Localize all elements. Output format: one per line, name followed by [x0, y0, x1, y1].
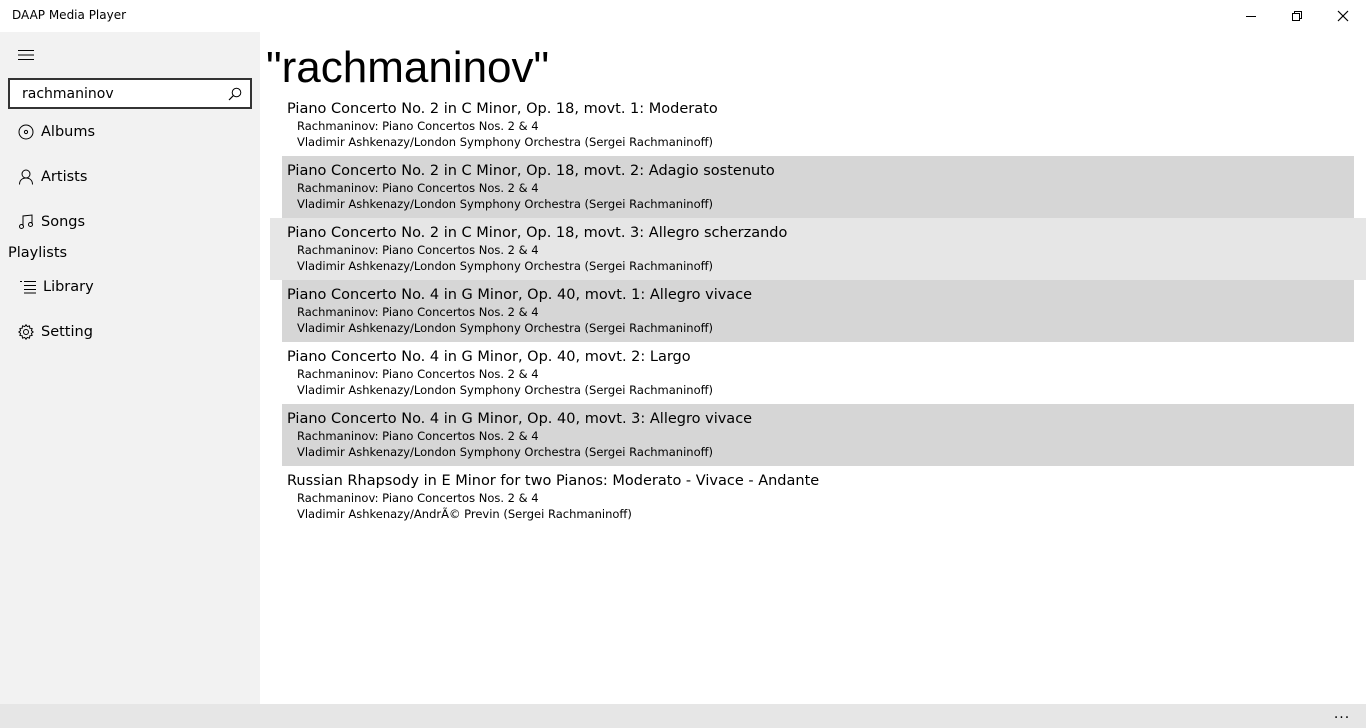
song-album: Rachmaninov: Piano Concertos Nos. 2 & 4 — [297, 305, 539, 319]
playlist-icon — [19, 278, 37, 296]
page-title: "rachmaninov" — [266, 43, 550, 92]
title-bar — [0, 0, 1366, 32]
gear-icon — [17, 323, 35, 341]
restore-button[interactable] — [1274, 0, 1320, 32]
nav-label-setting: Setting — [41, 324, 93, 340]
more-options-button[interactable]: ... — [1333, 706, 1351, 722]
song-row[interactable] — [282, 156, 1354, 218]
search-box — [8, 78, 252, 109]
nav-label-albums: Albums — [41, 124, 96, 140]
song-album: Rachmaninov: Piano Concertos Nos. 2 & 4 — [297, 119, 539, 133]
song-title: Piano Concerto No. 4 in G Minor, Op. 40, movt. 3: Allegro vivace — [287, 411, 753, 427]
song-album: Rachmaninov: Piano Concertos Nos. 2 & 4 — [297, 181, 539, 195]
main-content — [260, 32, 1366, 704]
song-artist: Vladimir Ashkenazy/AndrÃ© Previn (Sergei Rachmaninoff) — [297, 507, 632, 521]
song-title: Piano Concerto No. 2 in C Minor, Op. 18, movt. 2: Adagio sostenuto — [287, 163, 775, 179]
song-album: Rachmaninov: Piano Concertos Nos. 2 & 4 — [297, 429, 539, 443]
minimize-icon — [1245, 10, 1257, 22]
song-row[interactable] — [282, 280, 1354, 342]
disc-icon — [17, 123, 35, 141]
person-icon — [17, 168, 35, 186]
navigation-pane — [0, 32, 260, 704]
song-row[interactable] — [282, 94, 1354, 156]
song-list — [282, 94, 1354, 528]
nav-label-artists: Artists — [41, 169, 88, 185]
nav-label-library: Library — [43, 279, 94, 295]
song-title: Piano Concerto No. 2 in C Minor, Op. 18, movt. 3: Allegro scherzando — [287, 225, 788, 241]
song-row[interactable] — [270, 218, 1366, 280]
song-artist: Vladimir Ashkenazy/London Symphony Orchestra (Sergei Rachmaninoff) — [297, 197, 714, 211]
search-icon — [228, 87, 242, 101]
command-bar — [0, 704, 1366, 728]
song-row[interactable] — [282, 466, 1354, 528]
song-artist: Vladimir Ashkenazy/London Symphony Orchestra (Sergei Rachmaninoff) — [297, 445, 714, 459]
song-title: Russian Rhapsody in E Minor for two Pianos: Moderato - Vivace - Andante — [287, 473, 820, 489]
search-button[interactable] — [226, 85, 244, 103]
song-album: Rachmaninov: Piano Concertos Nos. 2 & 4 — [297, 367, 539, 381]
nav-item-albums[interactable] — [0, 112, 260, 152]
nav-item-library[interactable] — [0, 267, 260, 307]
close-icon — [1337, 10, 1349, 22]
nav-item-artists[interactable] — [0, 157, 260, 197]
song-title: Piano Concerto No. 2 in C Minor, Op. 18, movt. 1: Moderato — [287, 101, 718, 117]
playlists-header: Playlists — [8, 245, 68, 261]
restore-icon — [1291, 10, 1303, 22]
song-row[interactable] — [282, 342, 1354, 404]
song-row[interactable] — [282, 404, 1354, 466]
song-artist: Vladimir Ashkenazy/London Symphony Orchestra (Sergei Rachmaninoff) — [297, 383, 714, 397]
song-album: Rachmaninov: Piano Concertos Nos. 2 & 4 — [297, 243, 539, 257]
song-album: Rachmaninov: Piano Concertos Nos. 2 & 4 — [297, 491, 539, 505]
minimize-button[interactable] — [1228, 0, 1274, 32]
hamburger-icon — [18, 49, 34, 61]
nav-label-songs: Songs — [41, 214, 86, 230]
song-title: Piano Concerto No. 4 in G Minor, Op. 40, movt. 2: Largo — [287, 349, 691, 365]
close-button[interactable] — [1320, 0, 1366, 32]
app-title: DAAP Media Player — [12, 8, 127, 22]
song-artist: Vladimir Ashkenazy/London Symphony Orchestra (Sergei Rachmaninoff) — [297, 321, 714, 335]
nav-item-songs[interactable] — [0, 202, 260, 242]
search-input[interactable] — [10, 80, 224, 107]
song-artist: Vladimir Ashkenazy/London Symphony Orchestra (Sergei Rachmaninoff) — [297, 135, 714, 149]
music-note-icon — [17, 213, 35, 231]
song-title: Piano Concerto No. 4 in G Minor, Op. 40, movt. 1: Allegro vivace — [287, 287, 753, 303]
nav-item-setting[interactable] — [0, 312, 260, 352]
song-artist: Vladimir Ashkenazy/London Symphony Orchestra (Sergei Rachmaninoff) — [297, 259, 714, 273]
hamburger-menu-button[interactable] — [8, 40, 44, 70]
